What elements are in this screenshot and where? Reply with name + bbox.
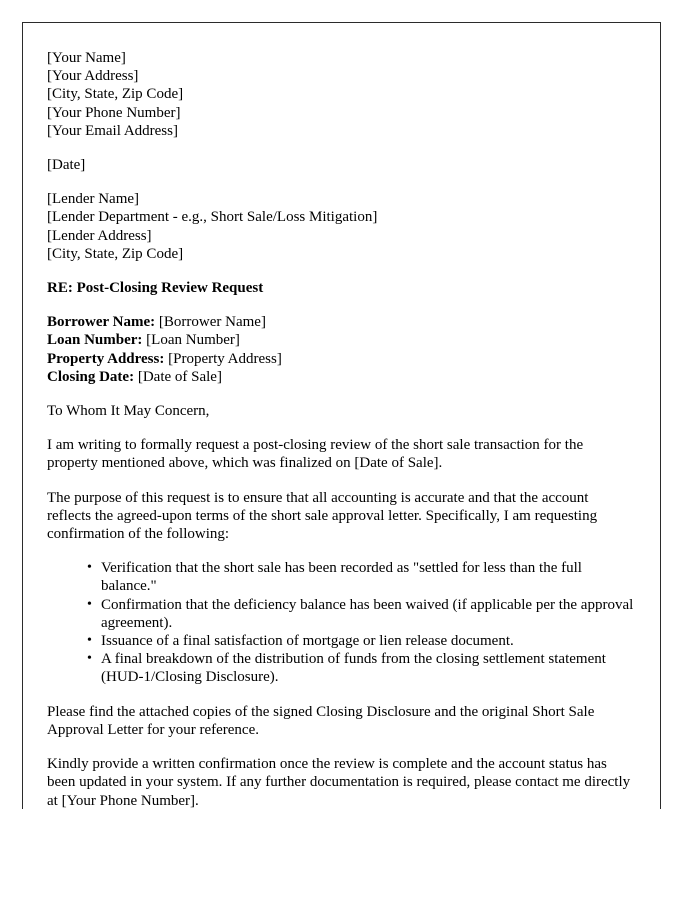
lender-department: [Lender Department - e.g., Short Sale/Loss Mitigation]	[47, 209, 378, 226]
date-block	[47, 156, 636, 174]
letter-body	[47, 49, 636, 809]
letter-date: [Date]	[47, 157, 86, 174]
loan-number-row	[47, 331, 636, 349]
lender-address: [Lender Address]	[47, 227, 152, 244]
list-item: • Issuance of a final satisfaction of mortgage or lien release document.	[87, 632, 636, 650]
list-item: • Confirmation that the deficiency balance has been waived (if applicable per the approval agreement).	[87, 596, 636, 632]
closing-date-value: [Date of Sale]	[134, 368, 222, 385]
salutation: To Whom It May Concern,	[47, 403, 210, 420]
request-items-list	[47, 559, 636, 686]
sender-name: [Your Name]	[47, 50, 126, 66]
list-item: • A final breakdown of the distribution of funds from the closing settlement statement (HUD-1/Closing Disclosure).	[87, 650, 636, 686]
subject-block	[47, 279, 636, 297]
list-item: • Verification that the short sale has been recorded as "settled for less than the full balance."	[87, 559, 636, 595]
sender-email: [Your Email Address]	[47, 122, 178, 139]
property-address-label: Property Address:	[47, 350, 165, 367]
paragraph-purpose: The purpose of this request is to ensure that all accounting is accurate and that the account reflects the agreed-upon terms of the short sale approval letter. Specifically, I am requesting confirmation of the following:	[47, 489, 598, 543]
letter-page	[22, 22, 661, 809]
loan-number-label: Loan Number:	[47, 332, 143, 349]
closing-date-label: Closing Date:	[47, 368, 135, 385]
sender-city-state-zip: [City, State, Zip Code]	[47, 86, 184, 103]
lender-city-state-zip: [City, State, Zip Code]	[47, 245, 184, 262]
borrower-name-label: Borrower Name:	[47, 314, 156, 331]
sender-street: [Your Address]	[47, 68, 139, 85]
sender-address-block	[47, 49, 636, 140]
property-address-value: [Property Address]	[164, 350, 282, 367]
recipient-address-block	[47, 190, 636, 263]
borrower-name-value: [Borrower Name]	[155, 314, 266, 331]
paragraph-attachments: Please find the attached copies of the signed Closing Disclosure and the original Short Sale Approval Letter for your reference.	[47, 703, 595, 738]
property-address-row	[47, 350, 636, 368]
lender-name: [Lender Name]	[47, 191, 140, 208]
loan-details-block	[47, 313, 636, 386]
closing-date-row	[47, 368, 636, 386]
paragraph-closing-request: Kindly provide a written confirmation once the review is complete and the account status has been updated in your system. If any further documentation is required, please contact me directly at [Your Phone Number].	[47, 756, 631, 809]
borrower-name-row	[47, 313, 636, 331]
loan-number-value: [Loan Number]	[142, 332, 240, 349]
subject-line: RE: Post-Closing Review Request	[47, 280, 264, 297]
paragraph-request: I am writing to formally request a post-closing review of the short sale transaction for the property mentioned above, which was finalized on [Date of Sale].	[47, 437, 584, 472]
letter-content	[23, 23, 660, 809]
sender-phone: [Your Phone Number]	[47, 104, 181, 121]
